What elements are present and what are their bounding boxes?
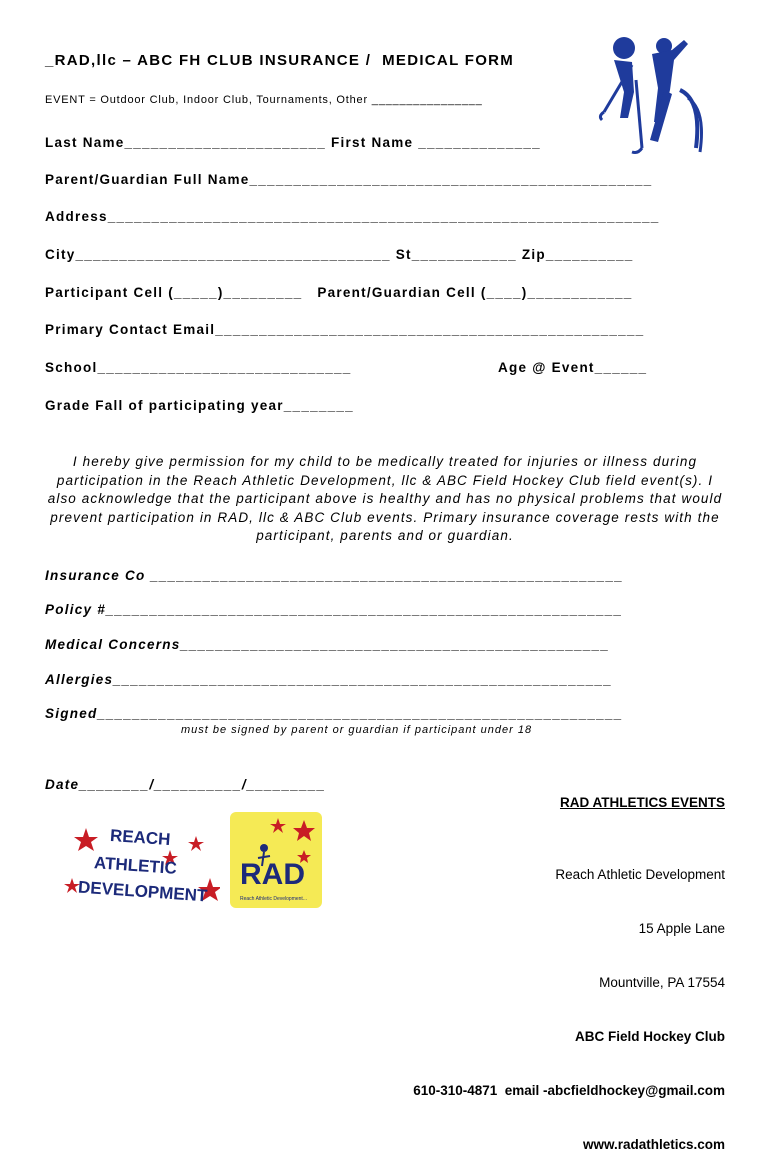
reach-logo-line-3: DEVELOPMENT xyxy=(77,877,208,906)
cell-phone-fields[interactable]: Participant Cell (_____)_________ Parent/Guardian Cell (____)____________ xyxy=(45,285,633,300)
contact-city: Mountville, PA 17554 xyxy=(599,975,725,990)
name-fields[interactable]: Last Name_______________________ First Name ______________ xyxy=(45,135,541,150)
date-field[interactable]: Date________/__________/_________ xyxy=(45,777,326,792)
grade-field[interactable]: Grade Fall of participating year________ xyxy=(45,398,354,413)
signature-note: must be signed by parent or guardian if participant under 18 xyxy=(181,724,533,736)
contact-website[interactable]: www.radathletics.com xyxy=(582,1137,725,1152)
consent-paragraph: I hereby give permission for my child to be medically treated for injuries or illness during participation in the Reach Athletic Development, llc & ABC Field Hockey Club field event(s). I also acknowledge that the participant above is healthy and has no physical problems that would prevent participation in RAD, llc & ABC Club events. Primary insurance coverage rests with the participant, parents and or guardian. xyxy=(47,454,723,544)
email-field[interactable]: Primary Contact Email_________________________________________________ xyxy=(45,322,645,337)
allergies-field[interactable]: Allergies_________________________________________________________ xyxy=(45,672,613,687)
contact-club: ABC Field Hockey Club xyxy=(574,1029,725,1044)
school-field[interactable]: School_____________________________ xyxy=(45,360,352,375)
event-line[interactable]: EVENT = Outdoor Club, Indoor Club, Tournaments, Other ________________ xyxy=(45,94,483,106)
form-title: _RAD,llc – ABC FH CLUB INSURANCE / MEDICAL FORM xyxy=(45,52,515,69)
reach-logo-line-2: ATHLETIC xyxy=(93,853,178,878)
rad-logo-caption: Reach Athletic Development... xyxy=(240,896,307,902)
insurance-company-field[interactable]: Insurance Co ______________________________________________________ xyxy=(45,568,624,583)
rad-logo xyxy=(230,812,322,908)
contact-org: Reach Athletic Development xyxy=(555,867,725,882)
contact-street: 15 Apple Lane xyxy=(638,921,725,936)
contact-phone-email[interactable]: 610-310-4871 email -abcfieldhockey@gmail.com xyxy=(413,1083,725,1098)
reach-athletic-logo xyxy=(62,818,220,918)
age-field[interactable]: Age @ Event______ xyxy=(498,360,648,375)
medical-concerns-field[interactable]: Medical Concerns_________________________________________________ xyxy=(45,637,610,652)
contact-heading: RAD ATHLETICS EVENTS xyxy=(559,795,725,810)
field-hockey-player-logo xyxy=(592,30,710,160)
reach-logo-line-1: REACH xyxy=(109,825,172,850)
policy-number-field[interactable]: Policy #___________________________________________________________ xyxy=(45,602,623,617)
rad-logo-text: RAD xyxy=(240,858,305,891)
city-state-zip-fields[interactable]: City____________________________________ St____________ Zip__________ xyxy=(45,247,634,262)
guardian-name-field[interactable]: Parent/Guardian Full Name______________________________________________ xyxy=(45,172,653,187)
address-field[interactable]: Address_______________________________________________________________ xyxy=(45,209,660,224)
contact-address xyxy=(413,830,725,1172)
signature-field[interactable]: Signed____________________________________________________________ xyxy=(45,706,623,721)
